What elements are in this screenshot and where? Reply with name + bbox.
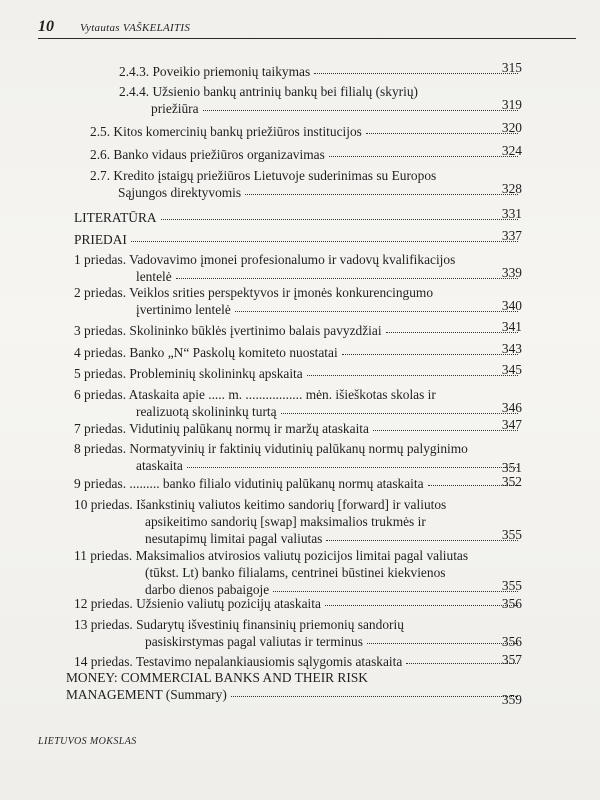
toc-entry-title-cont: lentelė <box>136 269 172 284</box>
toc-entry-page: 341 <box>501 319 522 334</box>
dot-leader <box>281 413 518 414</box>
toc-entry-title: 2.4.3. Poveikio priemonių taikymas <box>119 64 311 79</box>
toc-entry-title-cont: (tūkst. Lt) banko filialams, centrinei būstinei kiekvienos <box>145 565 446 580</box>
toc-entry-page: 324 <box>501 143 522 158</box>
toc-entry-page: 352 <box>501 474 522 489</box>
toc-entry <box>74 476 522 492</box>
toc-entry-page: 355 <box>501 527 522 542</box>
toc-entry-title-cont: apsikeitimo sandorių [swap] maksimalios trukmės ir <box>145 514 426 529</box>
dot-leader <box>235 311 518 312</box>
dot-leader <box>366 133 518 134</box>
dot-leader <box>325 605 518 606</box>
toc-entry-title-cont: realizuotą skolininkų turtą <box>136 404 277 419</box>
toc-entry-title: LITERATŪRA <box>74 210 157 225</box>
toc-entry-title: PRIEDAI <box>74 232 127 247</box>
toc-entry <box>74 206 522 226</box>
toc-entry-title-cont: darbo dienos pabaigoje <box>145 582 270 597</box>
toc-entry <box>74 497 522 547</box>
dot-leader <box>386 332 518 333</box>
dot-leader <box>314 73 518 74</box>
toc-entry <box>74 654 522 670</box>
dot-leader <box>367 643 518 644</box>
dot-leader <box>161 219 518 220</box>
author-name: Vytautas VAŠKELAITIS <box>80 22 191 34</box>
toc-entry-page: 345 <box>501 362 522 377</box>
toc-entry-title-cont: MANAGEMENT (Summary) <box>66 687 227 702</box>
toc-entry-page: 356 <box>501 634 522 649</box>
toc-entry <box>74 387 522 420</box>
toc-entry <box>74 417 522 437</box>
toc-entry-title: 1 priedas. Vadovavimo įmonei profesionalumo ir vadovų kvalifikacijos <box>74 252 456 267</box>
toc-entry-title-cont: pasiskirstymas pagal valiutas ir terminus <box>145 634 363 649</box>
toc-entry-title: MONEY: COMMERCIAL BANKS AND THEIR RISK <box>66 670 368 685</box>
toc-entry <box>119 84 522 117</box>
toc-entry <box>74 319 522 339</box>
toc-entry-page: 351 <box>501 460 522 475</box>
page-number: 10 <box>38 18 54 35</box>
toc-entry <box>74 596 522 612</box>
toc-entry-title: 4 priedas. Banko „N“ Paskolų komiteto nuostatai <box>74 345 338 360</box>
toc-entry-title: 10 priedas. Išankstinių valiutos keitimo sandorių [forward] ir valiutos <box>74 497 447 512</box>
dot-leader <box>231 696 518 697</box>
toc-entry-title: 13 priedas. Sudarytų išvestinių finansinių priemonių sandorių <box>74 617 404 632</box>
toc-entry-page: 355 <box>501 578 522 593</box>
toc-entry-title: 2.7. Kredito įstaigų priežiūros Lietuvoje suderinimas su Europos <box>90 168 437 183</box>
toc-entry-title: 2.5. Kitos komercinių bankų priežiūros institucijos <box>90 124 362 139</box>
toc-entry <box>66 670 522 707</box>
toc-entry <box>74 548 522 598</box>
dot-leader <box>245 194 518 195</box>
toc-entry <box>74 252 522 285</box>
toc-entry-page: 359 <box>501 692 522 707</box>
toc-entry-page: 320 <box>501 120 522 135</box>
toc-entry-page: 343 <box>501 341 522 356</box>
toc-entry-page: 337 <box>501 228 522 243</box>
toc-entry-title-cont: priežiūra <box>151 101 199 116</box>
toc-entry <box>74 341 522 361</box>
toc-entry-title: 7 priedas. Vidutinių palūkanų normų ir maržų ataskaita <box>74 421 369 436</box>
toc-entry-title-cont: nesutapimų limitai pagal valiutas <box>145 531 323 546</box>
dot-leader <box>273 591 518 592</box>
toc-entry <box>119 60 522 80</box>
toc-entry-title: 8 priedas. Normatyvinių ir faktinių vidutinių palūkanų normų palyginimo <box>74 441 468 456</box>
toc-entry-title: 3 priedas. Skolininko būklės įvertinimo balais pavyzdžiai <box>74 323 382 338</box>
toc-entry-title: 11 priedas. Maksimalios atvirosios valiutų pozicijos limitai pagal valiutas <box>74 548 469 563</box>
toc-entry <box>90 143 522 163</box>
dot-leader <box>131 241 518 242</box>
toc-entry-title: 2 priedas. Veiklos srities perspektyvos ir įmonės konkurencingumo <box>74 285 434 300</box>
dot-leader <box>373 430 518 431</box>
dot-leader <box>176 278 518 279</box>
toc-entry-title: 2.6. Banko vidaus priežiūros organizavimas <box>90 147 325 162</box>
toc-entry <box>90 120 522 140</box>
toc-entry-title-cont: įvertinimo lentelė <box>136 302 231 317</box>
toc-entry-page: 347 <box>501 417 522 432</box>
toc-entry-page: 315 <box>501 60 522 75</box>
toc-entry-title: 2.4.4. Užsienio bankų antrinių bankų bei filialų (skyrių) <box>119 84 418 99</box>
toc-entry <box>74 228 522 248</box>
toc-entry-page: 328 <box>501 181 522 196</box>
toc-entry-title: 9 priedas. ......... banko filialo vidutinių palūkanų normų ataskaita <box>74 476 424 491</box>
toc-entry-page: 339 <box>501 265 522 280</box>
toc-entry-title: 12 priedas. Užsienio valiutų pozicijų ataskaita <box>74 596 321 611</box>
toc-entry-page: 357 <box>501 652 522 667</box>
dot-leader <box>187 467 518 468</box>
toc-entry-page: 340 <box>501 298 522 313</box>
dot-leader <box>326 540 518 541</box>
toc-entry-title-cont: Sąjungos direktyvomis <box>118 185 242 200</box>
running-footer: LIETUVOS MOKSLAS <box>38 736 137 747</box>
dot-leader <box>307 375 518 376</box>
toc-entry <box>74 362 522 382</box>
toc-entry-title: 5 priedas. Probleminių skolininkų apskaita <box>74 366 303 381</box>
toc-entry <box>90 168 522 201</box>
dot-leader <box>203 110 518 111</box>
dot-leader <box>329 156 518 157</box>
dot-leader <box>342 354 518 355</box>
toc-entry-page: 346 <box>501 400 522 415</box>
toc-entry-page: 356 <box>501 596 522 611</box>
toc-entry <box>74 285 522 318</box>
toc-entry-page: 319 <box>501 97 522 112</box>
toc-entry-title: 14 priedas. Testavimo nepalankiausiomis sąlygomis ataskaita <box>74 654 403 669</box>
toc-entry <box>74 617 522 650</box>
toc-entry-page: 331 <box>501 206 522 221</box>
toc-entry <box>74 441 522 474</box>
toc-entry-title: 6 priedas. Ataskaita apie ..... m. ................. mėn. išieškotas skolas ir <box>74 387 436 402</box>
toc-entry-title-cont: ataskaita <box>136 458 183 473</box>
